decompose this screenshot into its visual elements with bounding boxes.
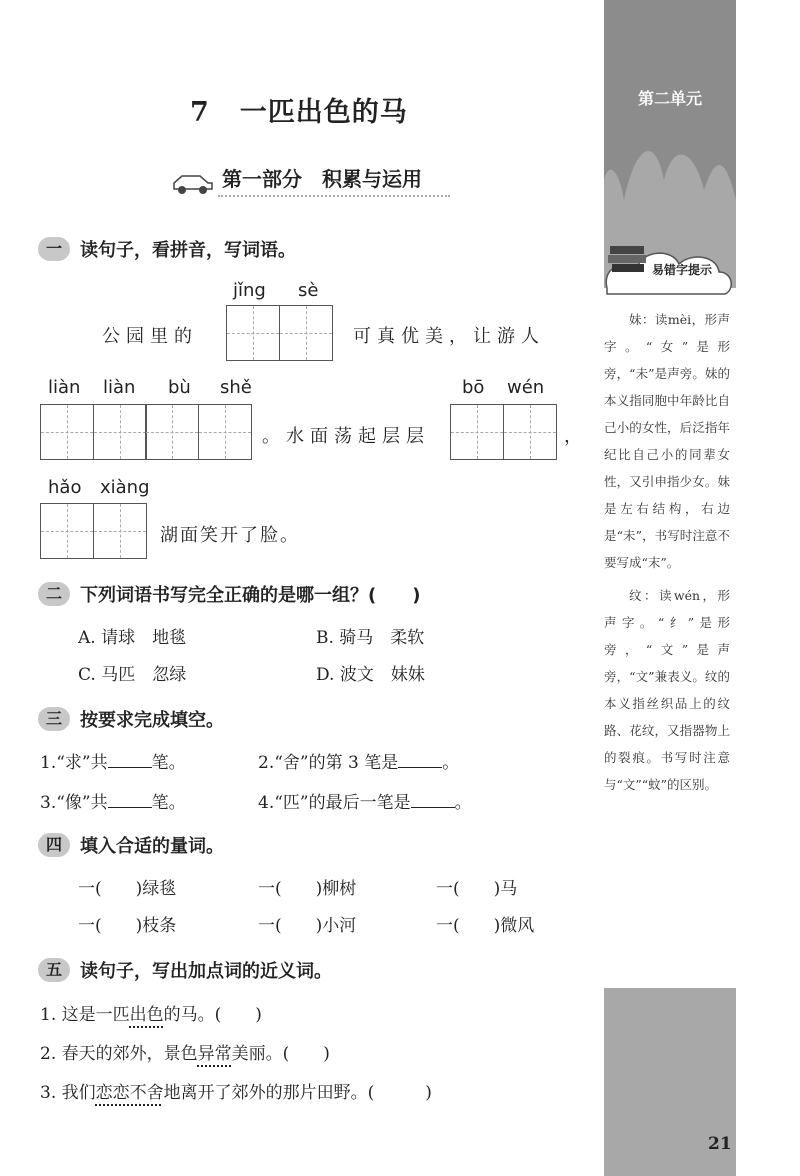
question-text: 1.“求”共 <box>40 753 108 773</box>
pinyin: xiàng <box>100 477 150 498</box>
sentence-1 <box>40 1000 262 1025</box>
measure-word-item[interactable]: 一( )柳树 <box>258 879 357 899</box>
grid-cell[interactable] <box>198 404 252 460</box>
section-badge: 二 <box>38 582 70 606</box>
answer-blank[interactable] <box>411 791 455 808</box>
part-heading-text: 第一部分 积累与运用 <box>222 167 422 191</box>
car-icon <box>170 171 214 195</box>
option-d[interactable]: D. 波文 妹妹 <box>316 665 425 685</box>
measure-word-item[interactable]: 一( )马 <box>436 879 518 899</box>
section-title: 读句子，看拼音，写词语。 <box>80 240 296 261</box>
question-text: 3.“像”共 <box>40 793 108 813</box>
sentence-text: 3. 我们 <box>40 1083 96 1103</box>
measure-word-item[interactable]: 一( )枝条 <box>78 916 177 936</box>
section-3-heading <box>38 706 224 732</box>
unit-title: 第二单元 <box>637 89 702 108</box>
pinyin: liàn <box>48 377 81 398</box>
section-2-heading <box>38 581 420 607</box>
tip-mei: 妹：读mèi，形声字。“女”是形旁，“未”是声旁。妹的本义指同胞中年龄比自己小的女性，后泛指年纪比自己小的同辈女性，又引申指少女。妹是左右结构，右边是“未”，书写时注意不要写成“末”。 <box>604 312 730 570</box>
answer-blank[interactable] <box>398 751 442 768</box>
lesson-title <box>190 90 408 129</box>
sentence-text: ， <box>564 426 588 447</box>
grid-cell[interactable] <box>450 404 504 460</box>
grid-cell[interactable] <box>40 503 94 559</box>
question-4 <box>258 788 472 813</box>
dotted-word: 恋恋不舍 <box>95 1083 164 1103</box>
option-b[interactable]: B. 骑马 柔软 <box>316 628 425 648</box>
section-badge: 三 <box>38 707 70 731</box>
section-4-heading <box>38 832 224 858</box>
dotted-word: 出色 <box>129 1005 164 1025</box>
pinyin: bō <box>462 377 485 398</box>
writing-grid-lianlianbushe[interactable] <box>40 404 252 460</box>
grid-cell[interactable] <box>279 305 333 361</box>
pinyin: shě <box>220 377 252 398</box>
pinyin: sè <box>298 280 319 301</box>
answer-blank[interactable] <box>108 791 152 808</box>
pinyin: hǎo <box>48 477 82 498</box>
sentence-text: 2. 春天的郊外，景色 <box>40 1044 198 1064</box>
sentence-text: 的马。( ) <box>163 1005 262 1025</box>
tip-wen: 纹：读wén，形声字。“纟”是形旁，“文”是声旁，“文”兼表义。纹的本义指丝织品上的纹路、花纹，又指器物上的裂痕。书写时注意与“文”“蚊”的区别。 <box>604 588 730 792</box>
dotted-word: 异常 <box>197 1044 232 1064</box>
tip-box <box>597 288 737 988</box>
grid-cell[interactable] <box>503 404 557 460</box>
option-c[interactable]: C. 马匹 忽绿 <box>78 665 187 685</box>
measure-word-item[interactable]: 一( )微风 <box>436 916 535 936</box>
question-text: 笔。 <box>151 753 186 773</box>
section-title: 按要求完成填空。 <box>80 710 224 731</box>
part-heading <box>170 163 450 199</box>
pinyin: bù <box>168 377 191 398</box>
question-2 <box>258 748 459 773</box>
question-text: 笔。 <box>151 793 186 813</box>
sentence-text: 可真优美，让游人 <box>353 326 545 347</box>
section-title: 下列词语书写完全正确的是哪一组？( ) <box>80 585 421 606</box>
grid-cell[interactable] <box>93 503 147 559</box>
sentence-2 <box>40 1039 330 1064</box>
tip-label: 易错字提示 <box>652 263 713 277</box>
answer-blank[interactable] <box>108 751 152 768</box>
writing-grid-haoxiang[interactable] <box>40 503 147 559</box>
question-text: 2.“舍”的第 3 笔是 <box>258 753 399 773</box>
pinyin: liàn <box>103 377 136 398</box>
books-icon <box>606 242 650 278</box>
lesson-title-text: 一匹出色的马 <box>239 97 408 128</box>
writing-grid-jingse[interactable] <box>226 305 333 361</box>
sentence-text: 1. 这是一匹 <box>40 1005 130 1025</box>
question-1 <box>40 748 186 773</box>
pinyin: jǐng <box>233 280 266 301</box>
grid-cell[interactable] <box>93 404 147 460</box>
lesson-number: 7 <box>190 97 210 128</box>
question-text: 。 <box>442 753 460 773</box>
grid-cell[interactable] <box>145 404 199 460</box>
grid-cell[interactable] <box>40 404 94 460</box>
measure-word-item[interactable]: 一( )小河 <box>258 916 357 936</box>
question-3 <box>40 788 186 813</box>
sentence-text: 地离开了郊外的那片田野。( ) <box>163 1083 432 1103</box>
sentence-text: 公园里的 <box>102 326 198 347</box>
option-a[interactable]: A. 请球 地毯 <box>78 628 187 648</box>
sidebar-drip-decoration <box>604 0 736 240</box>
question-text: 4.“匹”的最后一笔是 <box>258 793 411 813</box>
measure-word-item[interactable]: 一( )绿毯 <box>78 879 177 899</box>
pinyin: wén <box>507 377 545 398</box>
section-title: 读句子，写出加点词的近义词。 <box>80 961 332 982</box>
writing-grid-bowen[interactable] <box>450 404 557 460</box>
sentence-text: 湖面笑开了脸。 <box>160 525 300 546</box>
page-number: 21 <box>708 1134 732 1154</box>
sentence-text: 。水面荡起层层 <box>262 426 430 447</box>
section-title: 填入合适的量词。 <box>80 836 224 857</box>
sentence-3 <box>40 1078 432 1103</box>
grid-cell[interactable] <box>226 305 280 361</box>
section-badge: 四 <box>38 833 70 857</box>
dotted-underline <box>218 195 450 197</box>
sentence-text: 美丽。( ) <box>231 1044 330 1064</box>
section-1-heading <box>38 236 296 262</box>
question-text: 。 <box>454 793 472 813</box>
section-badge: 一 <box>38 237 70 261</box>
section-badge: 五 <box>38 958 70 982</box>
section-5-heading <box>38 957 332 983</box>
